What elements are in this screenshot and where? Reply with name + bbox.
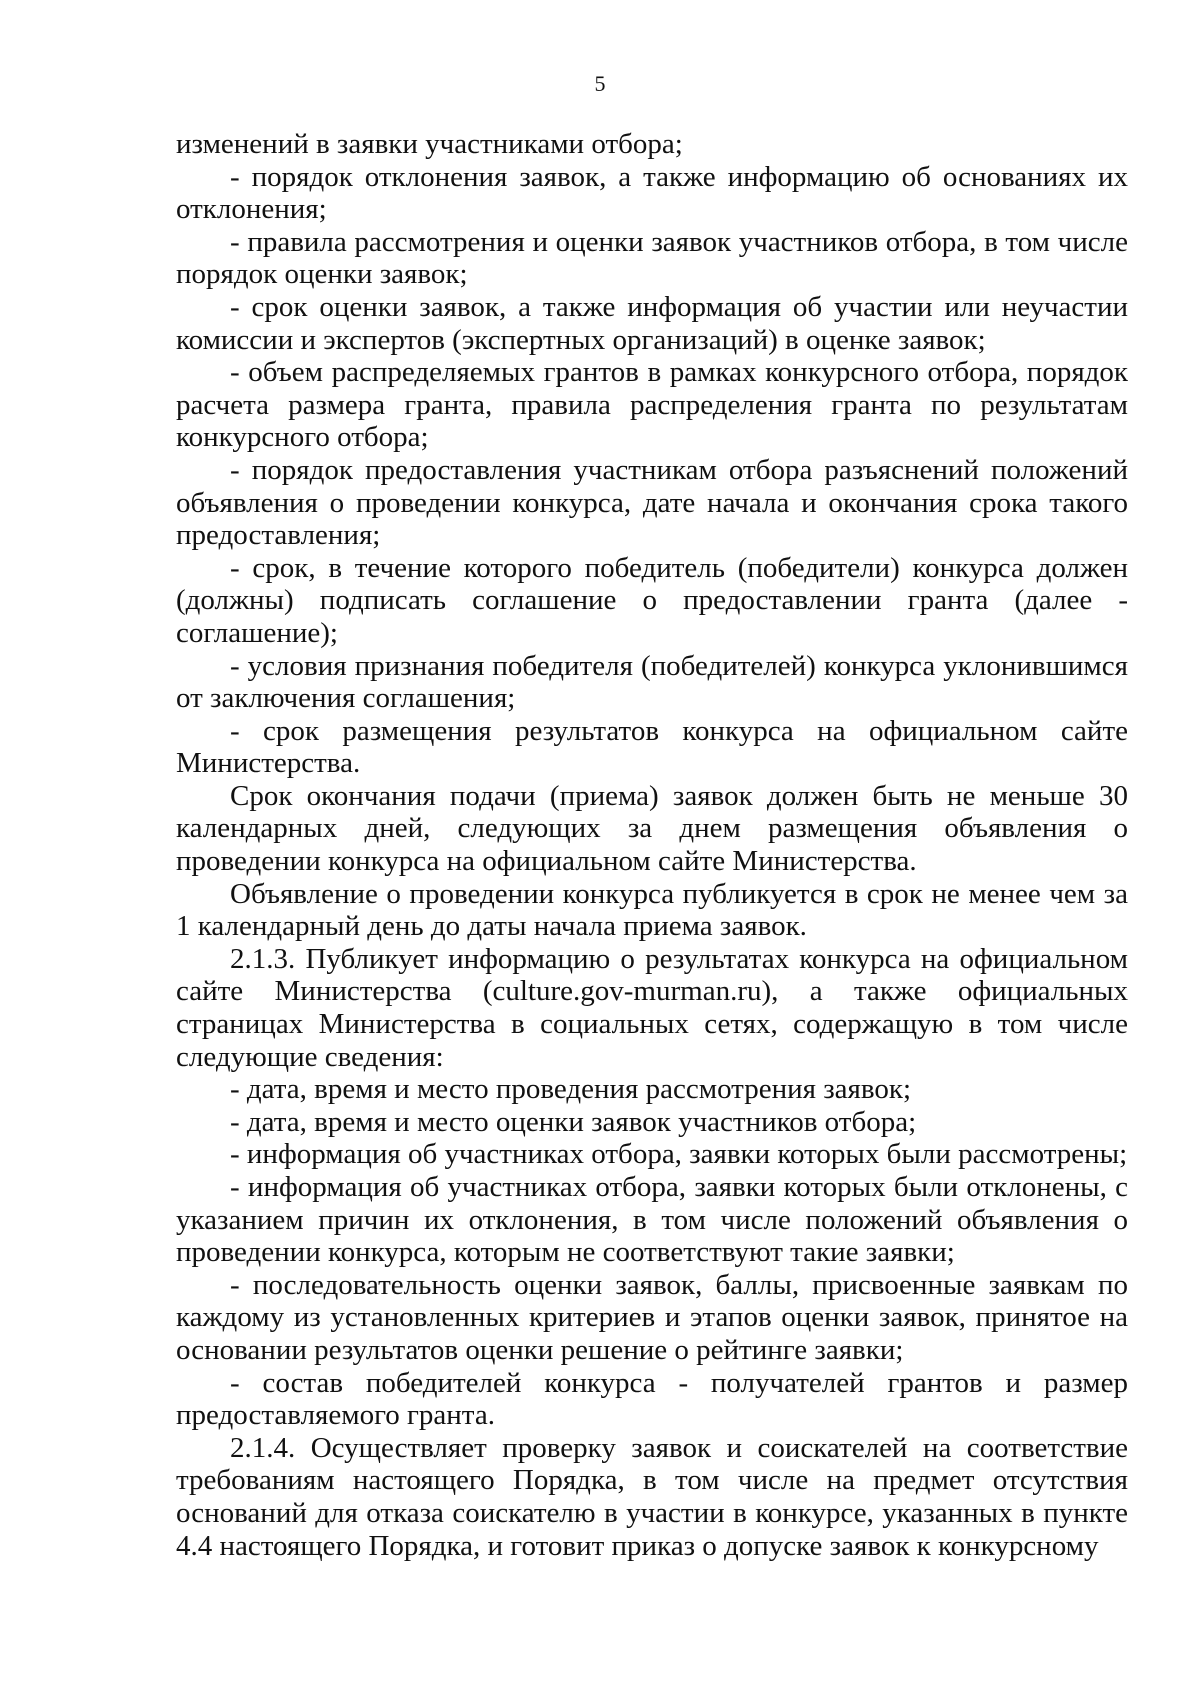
paragraph: - условия признания победителя (победителей) конкурса уклонившимся от заключения соглашения; <box>176 649 1128 715</box>
paragraph: - порядок отклонения заявок, а также информацию об основаниях их отклонения; <box>176 160 1128 226</box>
paragraph: - состав победителей конкурса - получателей грантов и размер предоставляемого гранта. <box>176 1366 1128 1432</box>
paragraph: - срок, в течение которого победитель (победители) конкурса должен (должны) подписать соглашение о предоставлении гранта (далее - соглашение); <box>176 551 1128 649</box>
paragraph: - правила рассмотрения и оценки заявок участников отбора, в том числе порядок оценки заявок; <box>176 225 1128 291</box>
paragraph: - дата, время и место оценки заявок участников отбора; <box>230 1105 917 1138</box>
paragraph: 2.1.4. Осуществляет проверку заявок и соискателей на соответствие требованиям настоящего Порядка, в том числе на предмет отсутствия оснований для отказа соискателю в участии в конкурсе, указанных в пункте 4.4 настоящего Порядка, и готовит приказ о допуске заявок к конкурсному <box>176 1431 1128 1562</box>
paragraph: изменений в заявки участниками отбора; <box>176 128 683 160</box>
paragraph: - срок оценки заявок, а также информация об участии или неучастии комиссии и экспертов (экспертных организаций) в оценке заявок; <box>176 290 1128 356</box>
paragraph: - дата, время и место проведения рассмотрения заявок; <box>230 1073 912 1106</box>
paragraph: - информация об участниках отбора, заявки которых были рассмотрены; <box>230 1138 1128 1171</box>
document-body <box>176 128 1128 1562</box>
paragraph: - срок размещения результатов конкурса на официальном сайте Министерства. <box>176 714 1128 780</box>
paragraph: - объем распределяемых грантов в рамках конкурсного отбора, порядок расчета размера гранта, правила распределения гранта по результатам конкурсного отбора; <box>176 356 1128 454</box>
paragraph: - информация об участниках отбора, заявки которых были отклонены, с указанием причин их отклонения, в том числе положений объявления о проведении конкурса, которым не соответствуют такие заявки; <box>176 1171 1128 1269</box>
paragraph: - порядок предоставления участникам отбора разъяснений положений объявления о проведении конкурса, дате начала и окончания срока такого предоставления; <box>176 453 1128 552</box>
paragraph: Объявление о проведении конкурса публикуется в срок не менее чем за 1 календарный день до даты начала приема заявок. <box>176 877 1128 943</box>
paragraph: Срок окончания подачи (приема) заявок должен быть не меньше 30 календарных дней, следующих за днем размещения объявления о проведении конкурса на официальном сайте Министерства. <box>176 779 1128 878</box>
page-number: 5 <box>594 71 606 96</box>
paragraph: - последовательность оценки заявок, баллы, присвоенные заявкам по каждому из установленных критериев и этапов оценки заявок, принятое на основании результатов оценки решение о рейтинге заявки; <box>176 1268 1128 1366</box>
paragraph: 2.1.3. Публикует информацию о результатах конкурса на официальном сайте Министерства (culture.gov-murman.ru), а также официальных страницах Министерства в социальных сетях, содержащую в том числе следующие сведения: <box>176 942 1128 1073</box>
